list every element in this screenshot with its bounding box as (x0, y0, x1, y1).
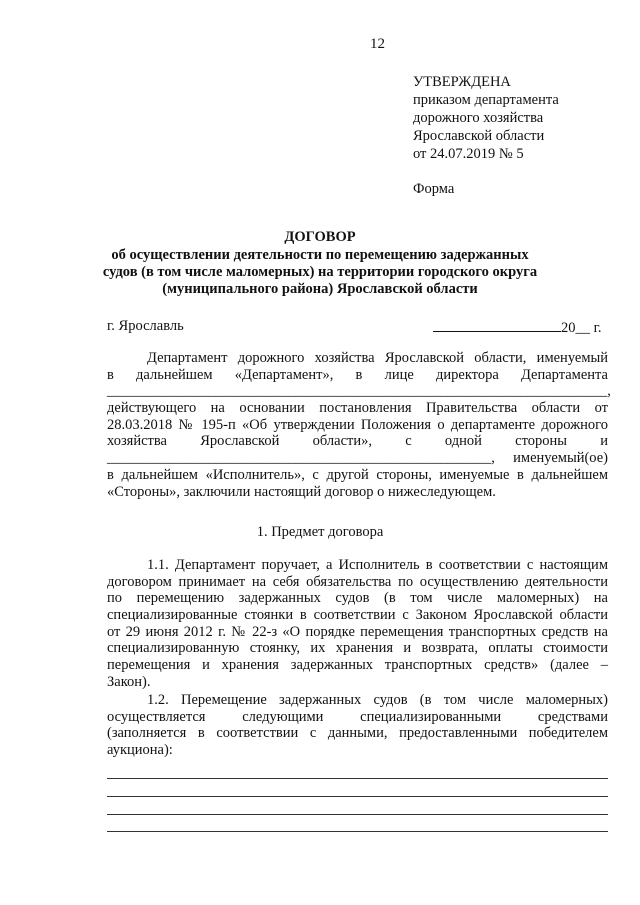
clause-line: 1.1. Департамент поручает, а Исполнитель в соответствии с настоящим (147, 557, 608, 573)
intro-line: в дальнейшем «Департамент», в лице директора Департамента (107, 366, 608, 383)
section-heading: 1. Предмет договора (256, 524, 384, 540)
page-number: 12 (370, 36, 385, 52)
clause-line: договором принимает на себя обязательства по осуществлению деятельности (107, 573, 608, 590)
approval-line-5: от 24.07.2019 № 5 (413, 146, 524, 162)
intro-line: 28.03.2018 № 195-п «Об утверждении Положения о департаменте дорожного (107, 416, 608, 433)
clause-1-2 (107, 692, 608, 759)
fill-in-line (107, 814, 608, 815)
approval-line-4: Ярославской области (413, 128, 545, 144)
date-field (433, 318, 602, 337)
intro-line: _____________________________________________________________________, (107, 383, 611, 400)
form-label: Форма (413, 181, 455, 197)
title-line-1: об осуществлении деятельности по перемещению задержанных (111, 247, 529, 263)
clause-line: от 29 июня 2012 г. № 22-з «О порядке перемещения транспортных средств на (107, 623, 608, 640)
clause-line: (заполняется в соответствии с данными, предоставленными победителем (107, 725, 608, 742)
fill-in-line (107, 796, 608, 797)
intro-line: в дальнейшем «Исполнитель», с другой стороны, именуемые в дальнейшем (107, 466, 608, 483)
clause-line: аукциона): (107, 742, 173, 759)
intro-paragraph (107, 350, 611, 500)
clause-line: осуществляется следующими специализированными средствами (107, 708, 608, 725)
title-line-3: (муниципального района) Ярославской области (162, 281, 478, 297)
intro-line: «Стороны», заключили настоящий договор о нижеследующем. (107, 483, 496, 500)
clause-line: Закон). (107, 673, 151, 690)
fill-in-line (107, 831, 608, 832)
intro-line: Департамент дорожного хозяйства Ярославской области, именуемый (147, 350, 608, 366)
intro-line: хозяйства Ярославской области», с одной стороны и (107, 433, 608, 450)
approval-line-3: дорожного хозяйства (413, 110, 544, 126)
intro-line: _____________________________________________________, именуемый(ое) (107, 450, 608, 467)
date-blank (433, 318, 561, 332)
clause-line: перемещения и хранения задержанных транспортных средств» (далее – (107, 657, 608, 674)
intro-line: действующего на основании постановления Правительства области от (107, 400, 608, 417)
clause-1-1 (107, 557, 608, 691)
document-title: ДОГОВОР (284, 229, 356, 245)
clause-line: специализированные стоянки в соответствии с Законом Ярославской области (107, 607, 608, 624)
clause-line: специализированную стоянку, их хранения и возврата, оплаты стоимости (107, 640, 608, 657)
approval-line-2: приказом департамента (413, 92, 559, 108)
approval-line-1: УТВЕРЖДЕНА (413, 74, 511, 90)
title-line-2: судов (в том числе маломерных) на территории городского округа (102, 264, 538, 280)
place-of-signing: г. Ярославль (107, 318, 184, 334)
date-year: 20__ г. (561, 320, 602, 336)
clause-line: по перемещению задержанных судов (в том числе маломерных) на (107, 590, 608, 607)
clause-line: 1.2. Перемещение задержанных судов (в том числе маломерных) (147, 692, 608, 708)
fill-in-line (107, 778, 608, 779)
